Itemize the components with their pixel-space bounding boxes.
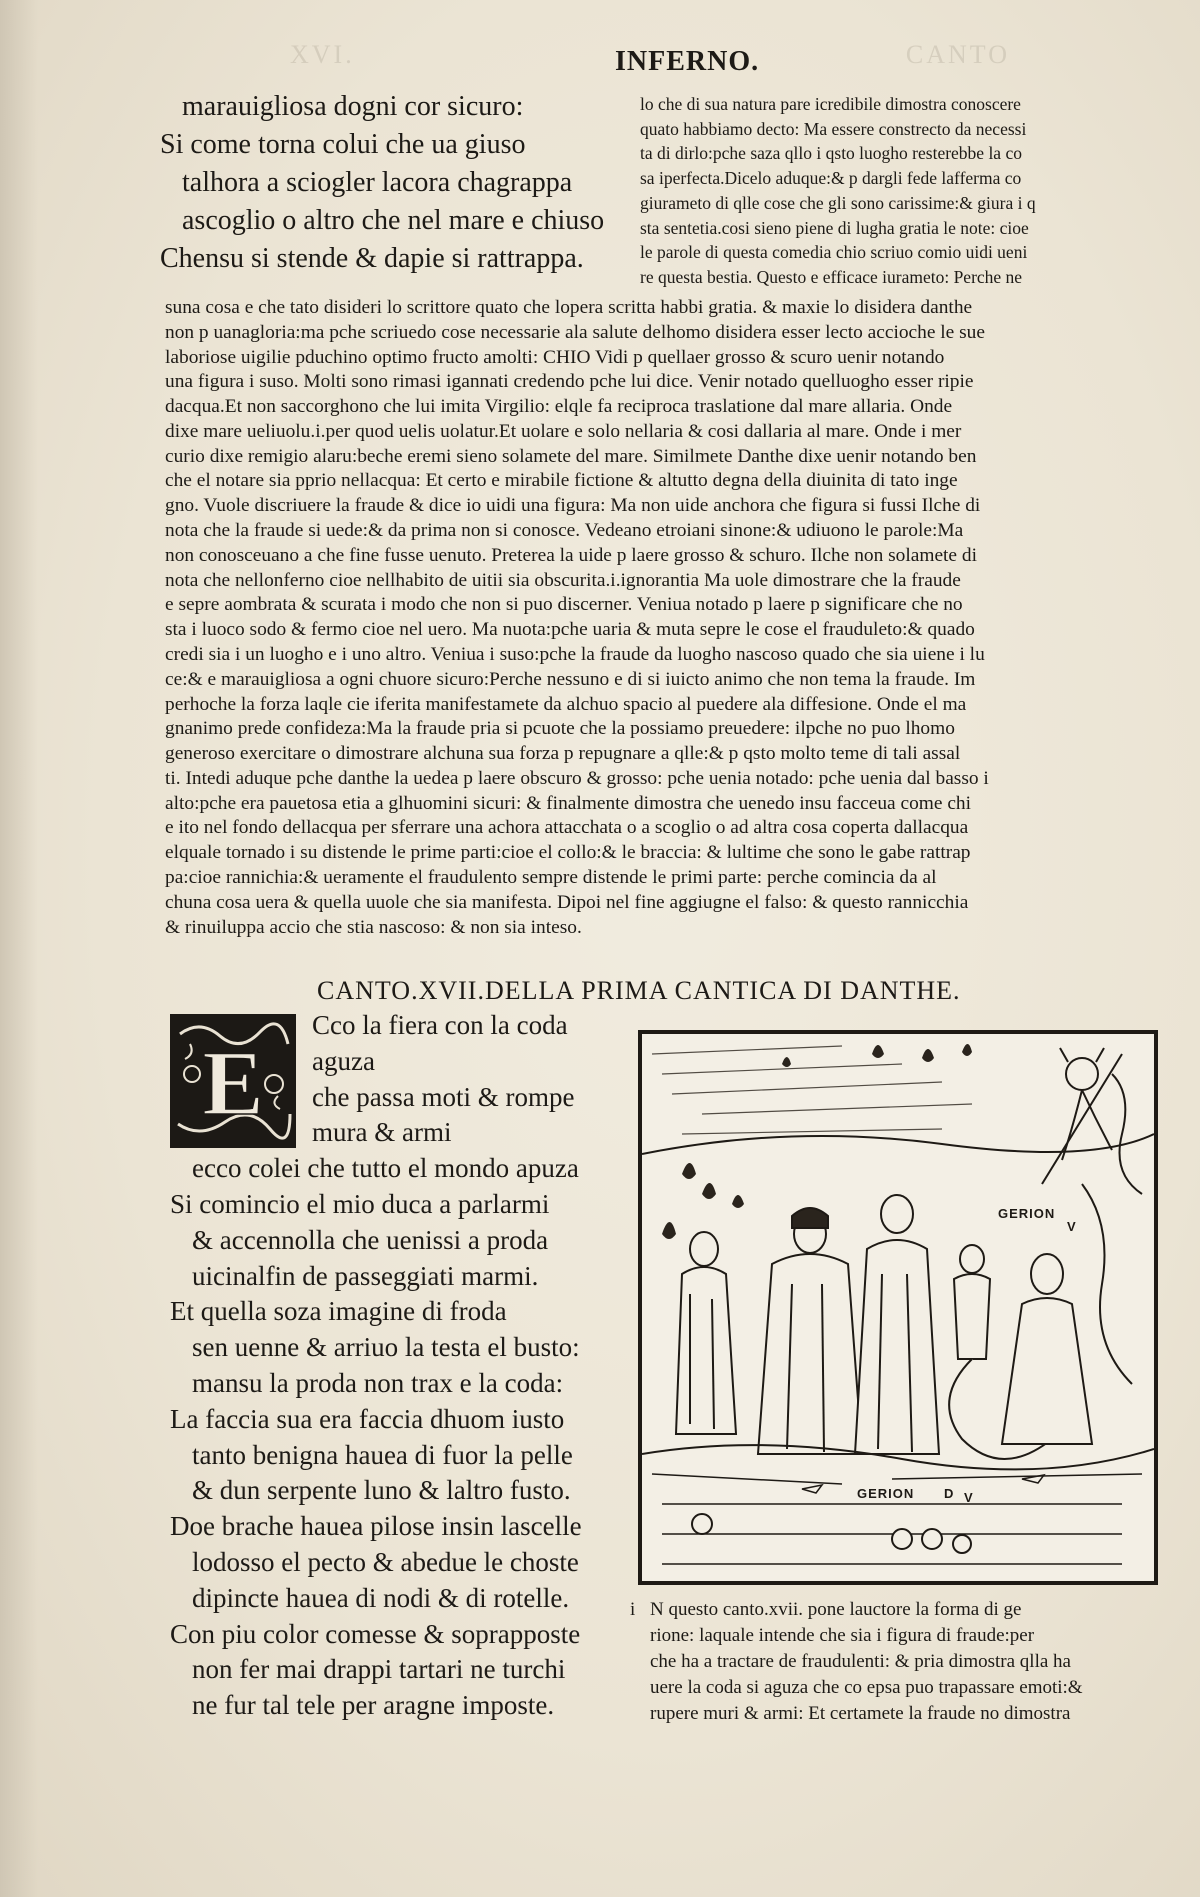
verse-line: mansu la proda non trax e la coda:: [192, 1367, 564, 1398]
page-edge-shadow: [0, 0, 38, 1897]
verse-line: lodosso el pecto & abedue le choste: [192, 1546, 579, 1577]
commentary-block-top: [640, 92, 1155, 290]
commentary-line: curio dixe remigio alaru:beche eremi sieno solamete del mare. Similmete Danthe dixe uenir notando ben: [165, 445, 977, 467]
verse-line: Con piu color comesse & soprapposte: [170, 1618, 581, 1649]
label-v-bottom: V: [964, 1490, 974, 1505]
label-v-top: V: [1067, 1219, 1077, 1234]
commentary-line: che el notare sia pprio nellacqua: Et certo e mirabile fictione & altutto degna della diuinita di tato inge: [165, 470, 958, 492]
commentary-line: generoso exercitare o dimostrare alchuna sua forza p repugnare a qlle:& p qsto molto teme di tali assal: [165, 743, 961, 765]
verse-line: Cco la fiera con la coda: [312, 1010, 568, 1040]
woodcut-illustration: [638, 1030, 1158, 1585]
commentary-line: ti. Intedi aduque pche danthe la uedea p laere obscuro & grosso: pche uenia notado: pche uenia dal basso i: [165, 767, 989, 789]
commentary-line: e ito nel fondo dellacqua per sferrare una achora attacchata o a scoglio o ad altra cosa coperta dallacqua: [165, 817, 969, 839]
verse-line: aguza: [312, 1045, 375, 1076]
verse-line: ascoglio o altro che nel mare e chiuso: [182, 205, 605, 236]
commentary-line: non conosceuano a che fine fusse uenuto. Preterea la uide p laere grosso & schuro. Ilche non solamete di: [165, 544, 977, 566]
commentary-line: una figura i suso. Molti sono rimasi igannati credendo pche lui dice. Venir notado quelluogho esser ripie: [165, 371, 974, 393]
commentary-line: dacqua.Et non saccorghono che lui imita Virgilio: elqle fa reciproca traslatione dal mare allaria. Onde: [165, 396, 953, 418]
commentary-line: perhoche la forza laqle cie iferita manifestamete da alchuo spacio al puedere ala diffesione. Onde el ma: [165, 693, 967, 715]
label-gerion-top: GERION: [998, 1206, 1056, 1221]
verse-line: ne fur tal tele per aragne imposte.: [192, 1690, 555, 1721]
commentary-line: e sepre aombrata & scurata i modo che non si puo discerner. Veniua notado p laere p significare che no: [165, 594, 963, 616]
verse-line: Si come torna colui che ua giuso: [160, 129, 526, 160]
commentary-line: ta di dirlo:pche saza qllo i qsto luogho resterebbe la co: [640, 143, 1022, 164]
verse-line: sen uenne & arriuo la testa el busto:: [192, 1332, 580, 1363]
commentary-line: uere la coda si aguza che co epsa puo trapassare emoti:&: [650, 1677, 1083, 1698]
label-d: D: [944, 1486, 955, 1501]
commentary-line: & rinuiluppa accio che stia nascoso: & non sia inteso.: [165, 916, 582, 938]
commentary-line: credi sia i un luogho e i uno altro. Veniua i suso:pche la fraude da luogho nascoso quado che sia uiene i lu: [165, 643, 985, 665]
commentary-line: giurameto di qlle cose che gli sono carissime:& giura i q: [640, 192, 1036, 213]
running-head: INFERNO.: [615, 46, 760, 77]
verse-line: & accennolla che uenissi a proda: [192, 1224, 549, 1255]
verse-line: tanto benigna hauea di fuor la pelle: [192, 1439, 573, 1470]
verse-line: dipincte hauea di nodi & di rotelle.: [192, 1582, 570, 1613]
commentary-line: quato habbiamo decto: Ma essere constrecto da necessi: [640, 118, 1027, 139]
commentary-line: sta i luoco sodo & fermo cioe nel uero. Ma nuota:pche uaria & muta sepre le cose el frauduleto:& quado: [165, 619, 975, 641]
svg-text:E: E: [202, 1032, 264, 1134]
verse-line: Chensu si stende & dapie si rattrappa.: [160, 243, 584, 274]
commentary-line: alto:pche era pauetosa etia a glhuomini sicuri: & finalmente dimostra che uenedo insu facceua come chi: [165, 792, 972, 814]
commentary-line: gnanimo prede confideza:Ma la fraude pria si pcuote che la possiamo preuedere: ilpche no puo lhomo: [165, 718, 955, 740]
verse-line: marauigliosa dogni cor sicuro:: [182, 91, 524, 122]
commentary-line: le parole di questa comedia chio scriuo comio uidi ueni: [640, 242, 1028, 263]
verse-line: & dun serpente luno & laltro fusto.: [192, 1475, 571, 1506]
label-gerion-bottom: GERION: [857, 1486, 915, 1501]
commentary-line: non p uanagloria:ma pche scriuedo cose necessarie ala salute delhomo disidera esser lecto accioche le sue: [165, 321, 985, 343]
commentary-line: pa:cioe rannichia:& ueramente el fraudulento sempre distende le primi parte: perche comincia da al: [165, 866, 937, 888]
commentary-line: gno. Vuole discriuere la fraude & dice io uidi una figura: Ma non uide anchora che figura si fussi Ilche di: [165, 495, 981, 517]
commentary-line: nota che nellonferno cioe nellhabito de uitii sia obscurita.i.ignorantia Ma uole dimostrare che la fraude: [165, 569, 961, 591]
commentary-line: nota che la fraude si uede:& da prima non si conosce. Vedeano etroiani sinone:& udiuono le parole:Ma: [165, 520, 964, 542]
commentary-initial: i: [630, 1599, 636, 1620]
verse-block-canto: [170, 1008, 640, 1724]
commentary-line: suna cosa e che tato disideri lo scrittore quato che lopera scritta habbi gratia. & maxie lo disidera danthe: [165, 297, 973, 318]
commentary-line: sta sentetia.cosi sieno piene di lugha gratia le note: cioe: [640, 217, 1029, 238]
commentary-line: ce:& e marauigliosa a ogni chuore sicuro:Perche nessuno e di si iuicto animo che non tema la fraude. Im: [165, 668, 976, 690]
commentary-line: re questa bestia. Questo e efficace iurameto: Perche ne: [640, 266, 1023, 287]
commentary-block-bottom: [630, 1597, 1160, 1727]
verse-line: che passa moti & rompe: [312, 1081, 575, 1112]
commentary-line: rione: laquale intende che sia i figura di fraude:per: [650, 1625, 1035, 1646]
commentary-line: che ha a tractare de fraudulenti: & pria dimostra qlla ha: [650, 1651, 1071, 1672]
verse-block-top: [160, 88, 630, 278]
commentary-line: N questo canto.xvii. pone lauctore la forma di ge: [650, 1599, 1022, 1620]
verse-line: ecco colei che tutto el mondo apuza: [192, 1153, 579, 1184]
verse-line: talhora a sciogler lacora chagrappa: [182, 167, 573, 198]
commentary-block-main: [165, 296, 1157, 940]
commentary-line: laboriose uigilie pduchino optimo fructo amolti: CHIO Vidi p quellaer grosso & scuro uenir notando: [165, 346, 945, 368]
commentary-line: rupere muri & armi: Et certamete la fraude no dimostra: [650, 1703, 1071, 1724]
verse-line: mura & armi: [312, 1117, 452, 1148]
commentary-line: sa iperfecta.Dicelo aduque:& p dargli fede lafferma co: [640, 168, 1022, 189]
verse-line: Et quella soza imagine di froda: [170, 1296, 507, 1327]
commentary-line: lo che di sua natura pare icredibile dimostra conoscere: [640, 94, 1021, 114]
verse-line: Doe brache hauea pilose insin lascelle: [170, 1511, 582, 1542]
commentary-line: dixe mare ueliuolu.i.per quod uelis uolatur.Et uolare e solo nellaria & cosi dallaria al mare. Onde i mer: [165, 420, 962, 442]
verse-line: Si comincio el mio duca a parlarmi: [170, 1188, 550, 1219]
commentary-line: chuna cosa uera & quella uuole che sia manifesta. Dipoi nel fine aggiugne el falso: & questo rannicchia: [165, 891, 969, 913]
canto-heading: CANTO.XVII.DELLA PRIMA CANTICA DI DANTHE.: [317, 976, 961, 1005]
verse-line: non fer mai drappi tartari ne turchi: [192, 1654, 566, 1685]
commentary-line: elquale tornado i su distende le prime parti:cioe el collo:& le braccia: & lultime che sono le gabe rattrap: [165, 842, 971, 864]
verse-line: La faccia sua era faccia dhuom iusto: [170, 1403, 565, 1434]
ghost-header-right: CANTO: [905, 40, 1010, 69]
verse-line: uicinalfin de passeggiati marmi.: [192, 1260, 539, 1291]
ghost-header-left: XVI.: [290, 40, 355, 69]
